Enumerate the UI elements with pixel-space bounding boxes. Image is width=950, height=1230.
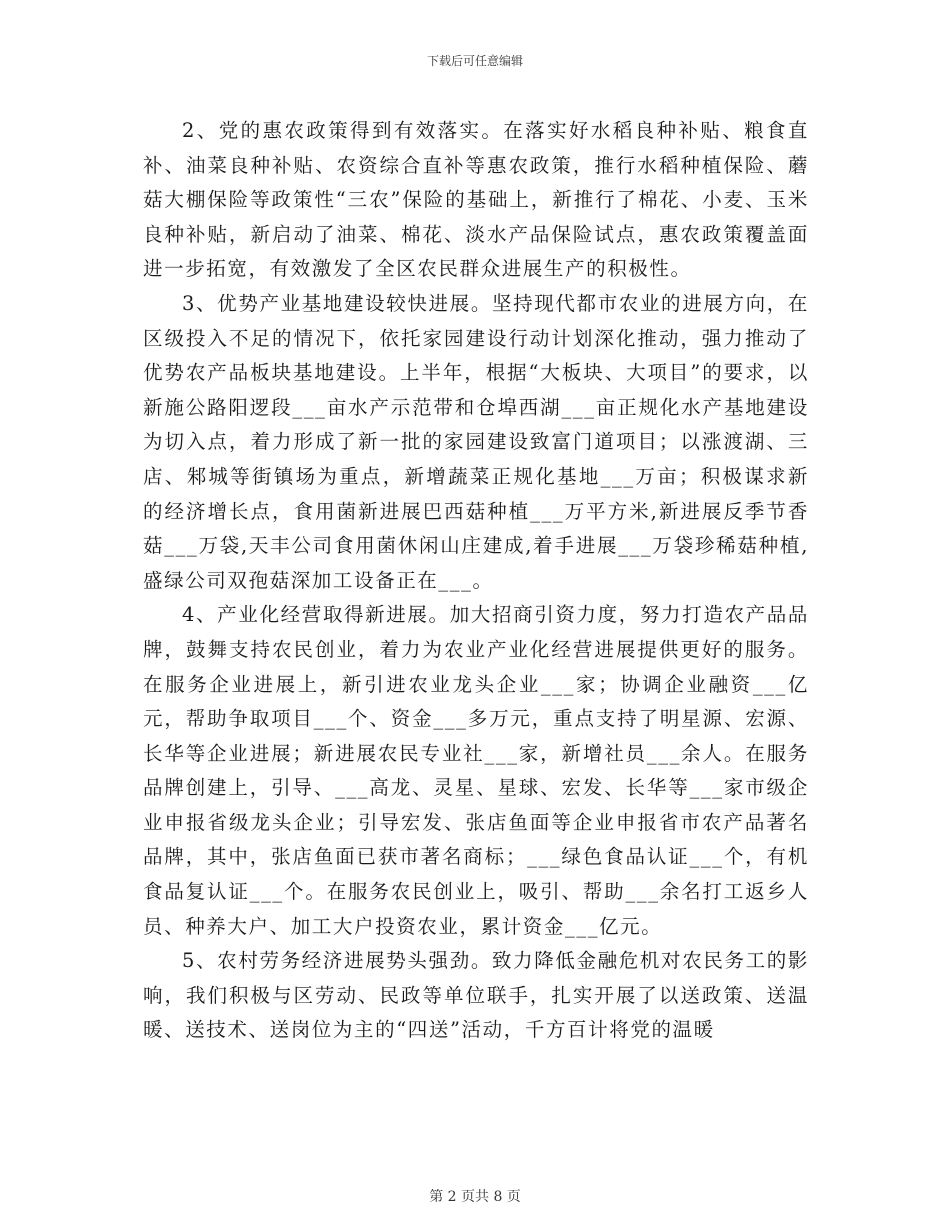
paragraph-2: 2、党的惠农政策得到有效落实。在落实好水稻良种补贴、粮食直补、油菜良种补贴、农资综合直补等惠农政策，推行水稻种植保险、蘑菇大棚保险等政策性“三农”保险的基础上，新推行了棉花、小麦、玉米良种补贴，新启动了油菜、棉花、淡水产品保险试点，惠农政策覆盖面进一步拓宽，有效激发了全区农民群众进展生产的积极性。	[143, 119, 809, 281]
paragraph-5: 5、农村劳务经济进展势头强劲。致力降低金融危机对农民务工的影响，我们积极与区劳动、民政等单位联手，扎实开展了以送政策、送温暖、送技术、送岗位为主的“四送”活动，千方百计将党的温暖	[143, 949, 809, 1042]
paragraph-4: 4、产业化经营取得新进展。加大招商引资力度，努力打造农产品品牌，鼓舞支持农民创业，着力为农业产业化经营进展提供更好的服务。在服务企业进展上，新引进农业龙头企业___家；协调企业融资___亿元，帮助争取项目___个、资金___多万元，重点支持了明星源、宏源、长华等企业进展；新进展农民专业社___家，新增社员___余人。在服务品牌创建上，引导、___高龙、灵星、星球、宏发、长华等___家市级企业申报省级龙头企业；引导宏发、张店鱼面等企业申报省市农产品著名品牌，其中，张店鱼面已获市著名商标；___绿色食品认证___个，有机食品复认证___个。在服务农民创业上，吸引、帮助___余名打工返乡人员、种养大户、加工大户投资农业，累计资金___亿元。	[143, 603, 809, 938]
document-body	[143, 114, 809, 1048]
page-footer: 第 2 页共 8 页	[429, 1189, 521, 1205]
paragraph-3: 3、优势产业基地建设较快进展。坚持现代都市农业的进展方向，在区级投入不足的情况下，依托家园建设行动计划深化推动，强力推动了优势农产品板块基地建设。上半年，根据“大板块、大项目”的要求，以新施公路阳逻段___亩水产示范带和仓埠西湖___亩正规化水产基地建设为切入点，着力形成了新一批的家园建设致富门道项目；以涨渡湖、三店、邾城等街镇场为重点，新增蔬菜正规化基地___万亩；积极谋求新的经济增长点，食用菌新进展巴西菇种植___万平方米,新进展反季节香菇___万袋,天丰公司食用菌休闲山庄建成,着手进展___万袋珍稀菇种植,盛绿公司双孢菇深加工设备正在___。	[143, 291, 809, 592]
page-header: 下载后可任意编辑	[426, 54, 523, 68]
